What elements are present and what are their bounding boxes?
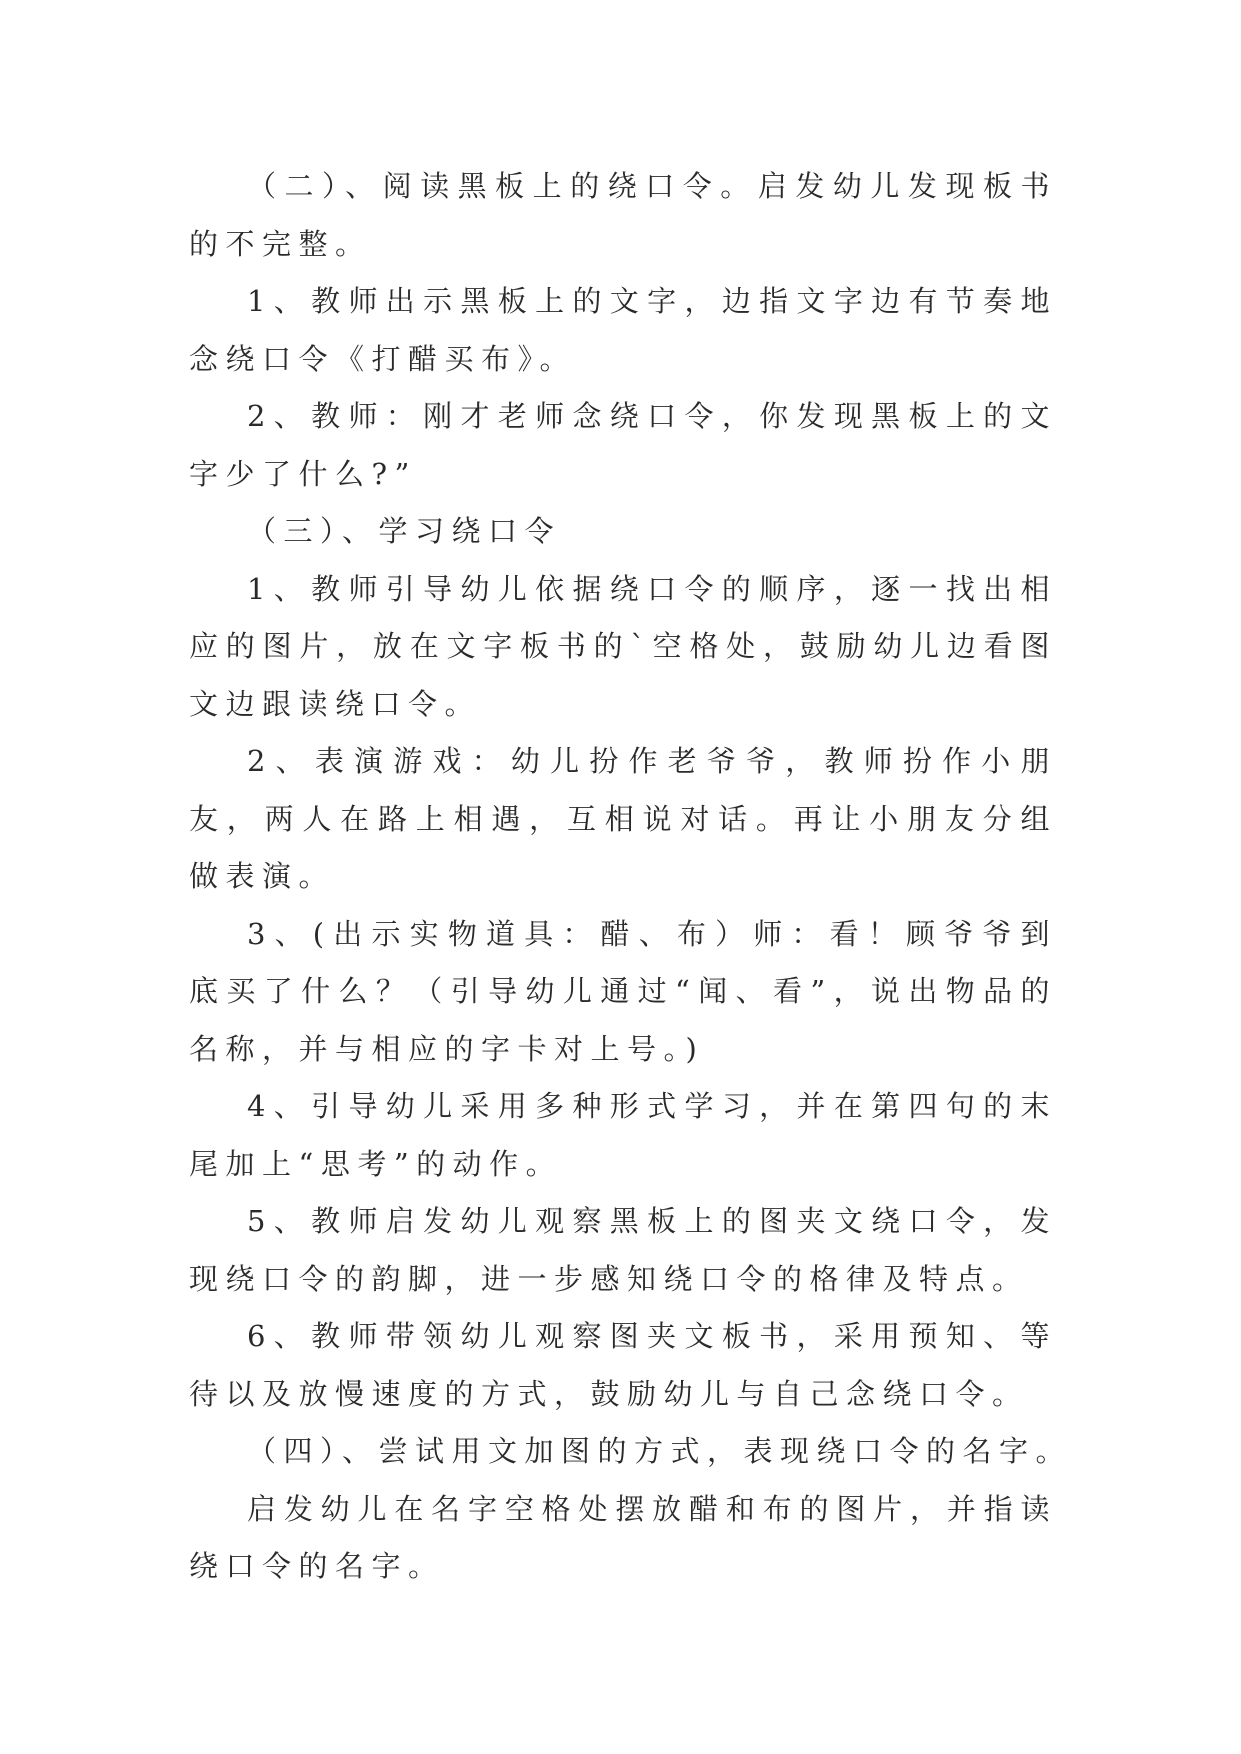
step-paragraph: 1、教师出示黑板上的文字，边指文字边有节奏地念绕口令《打醋买布》。: [189, 284, 1057, 376]
document-body: [189, 158, 1073, 1596]
step-paragraph: 6、教师带领幼儿观察图夹文板书，采用预知、等待以及放慢速度的方式，鼓励幼儿与自己念绕口令。: [189, 1319, 1057, 1411]
section-heading-two: （二）、阅读黑板上的绕口令。启发幼儿发现板书的不完整。: [189, 169, 1057, 261]
step-paragraph: 4、引导幼儿采用多种形式学习，并在第四句的末尾加上“思考”的动作。: [189, 1089, 1057, 1181]
section-heading-three: （三）、学习绕口令: [247, 514, 562, 548]
step-paragraph: 2、教师：刚才老师念绕口令，你发现黑板上的文字少了什么?”: [189, 399, 1057, 491]
body-paragraph: 启发幼儿在名字空格处摆放醋和布的图片，并指读绕口令的名字。: [189, 1491, 1057, 1583]
step-paragraph: 5、教师启发幼儿观察黑板上的图夹文绕口令，发现绕口令的韵脚，进一步感知绕口令的格律及特点。: [189, 1204, 1057, 1296]
step-paragraph: 1、教师引导幼儿依据绕口令的顺序，逐一找出相应的图片，放在文字板书的`空格处，鼓励幼儿边看图文边跟读绕口令。: [189, 571, 1057, 721]
step-paragraph: 2、表演游戏：幼儿扮作老爷爷，教师扮作小朋友，两人在路上相遇，互相说对话。再让小朋友分组做表演。: [189, 744, 1057, 893]
step-paragraph: 3、(出示实物道具：醋、布）师：看！顾爷爷到底买了什么？（引导幼儿通过“闻、看”，说出物品的名称，并与相应的字卡对上号。): [189, 916, 1057, 1066]
section-heading-four: （四）、尝试用文加图的方式，表现绕口令的名字。: [247, 1434, 1073, 1468]
